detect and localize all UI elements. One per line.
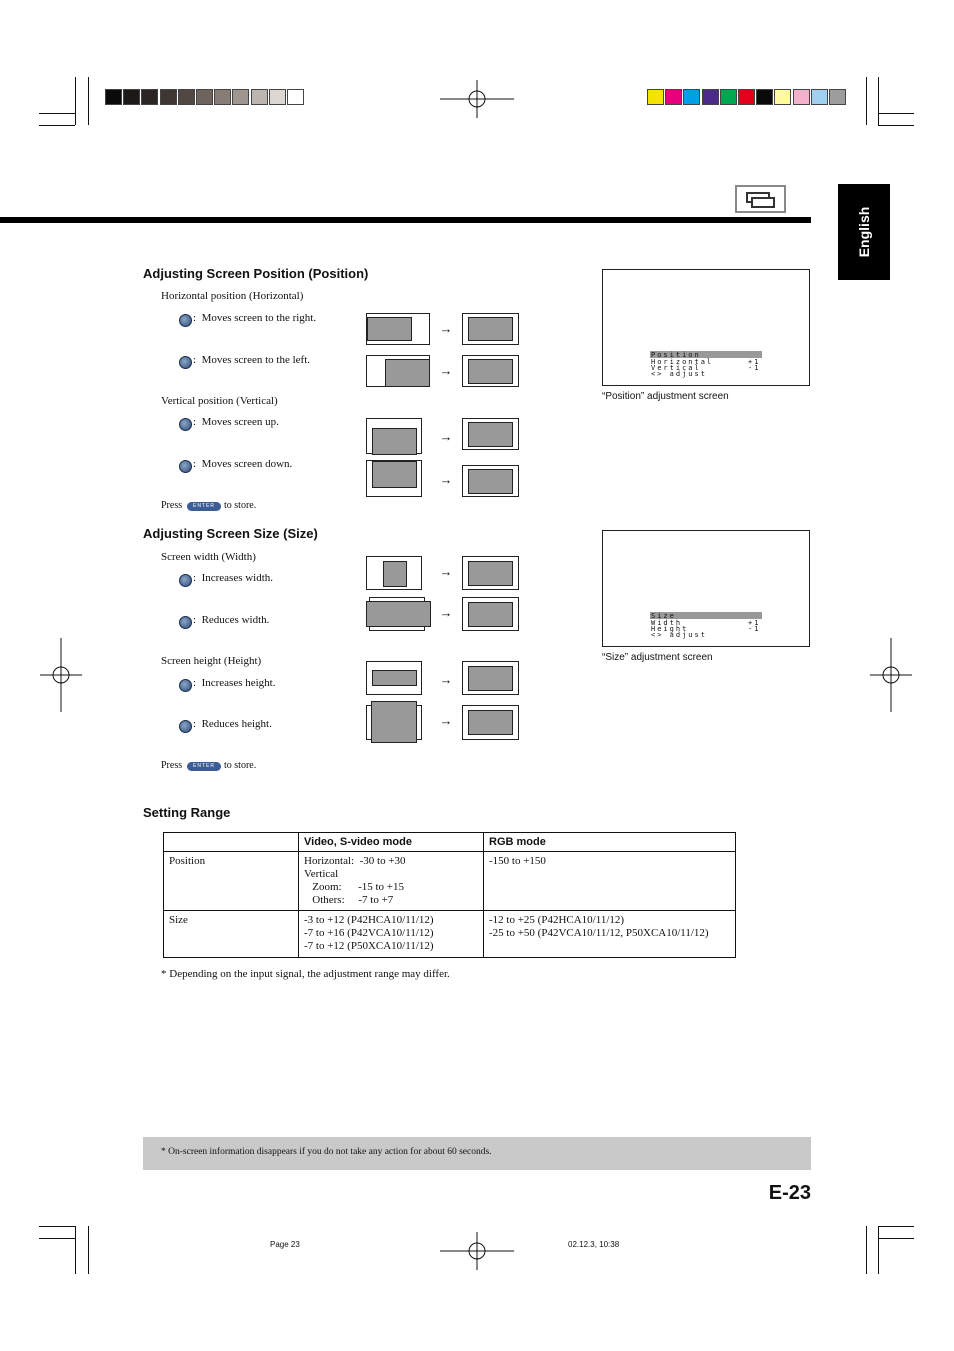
registration-mark-bottom <box>440 1232 514 1270</box>
moves-left-label: Moves screen to the left. <box>201 354 310 366</box>
calibration-swatch <box>232 89 249 105</box>
arrow-right-2: → <box>439 363 453 378</box>
osd-row-value: +1 <box>748 619 761 627</box>
calibration-swatch <box>287 89 304 105</box>
increases-width-text: : Increases width. <box>193 572 274 584</box>
footer-note: * On-screen information disappears if you do not take any action for about 60 seconds. <box>161 1147 492 1157</box>
arrow-right-5: → <box>439 564 453 579</box>
calibration-swatch <box>196 89 213 105</box>
right-button-icon <box>179 314 192 327</box>
calibration-swatch <box>160 89 177 105</box>
arrow-right-8: → <box>439 713 453 728</box>
language-tab <box>838 184 890 280</box>
up-button-icon <box>179 418 192 431</box>
registration-mark-top <box>440 80 514 118</box>
moves-up-text: : Moves screen up. <box>193 416 279 428</box>
table-row <box>164 911 736 958</box>
print-date-label: 02.12.3, 10:38 <box>568 1240 620 1249</box>
page-number: E-23 <box>768 1182 811 1204</box>
osd-row-label: Height <box>651 625 689 633</box>
vertical-label: Vertical position (Vertical) <box>161 395 278 407</box>
moves-left-text: : Moves screen to the left. <box>193 354 310 366</box>
osd-title: Size <box>651 612 676 620</box>
position-osd-caption: “Position” adjustment screen <box>602 391 729 402</box>
language-tab-label: English <box>856 206 872 258</box>
arrow-right-3: → <box>439 429 453 444</box>
position-osd-screen <box>602 269 810 386</box>
press-enter-size <box>161 760 182 771</box>
width-label: Screen width (Width) <box>161 551 256 563</box>
range-line: -3 to +12 (P42HCA10/11/12) <box>304 914 434 926</box>
down-button-icon <box>179 720 192 733</box>
screen-oversize-width <box>366 601 431 627</box>
screen-after-narrow <box>462 597 519 631</box>
range-line: -12 to +25 (P42HCA10/11/12) <box>489 914 625 926</box>
press-enter-position <box>161 500 182 511</box>
increases-height-text: : Increases height. <box>193 677 276 689</box>
screen-after-widen <box>462 556 519 590</box>
moves-right-text: : Moves screen to the right. <box>193 312 317 324</box>
moves-up-label: Moves screen up. <box>201 416 279 428</box>
arrow-right-6: → <box>439 605 453 620</box>
osd-row-value: -1 <box>748 364 761 372</box>
screen-after-shorter <box>462 705 519 740</box>
registration-mark-left <box>40 638 82 712</box>
enter-button-icon: ENTER <box>187 762 221 771</box>
calibration-swatch <box>105 89 122 105</box>
down-button-icon <box>179 460 192 473</box>
screen-after-up <box>462 418 519 450</box>
osd-row-label: Vertical <box>651 364 701 372</box>
range-section-title: Setting Range <box>143 805 231 820</box>
calibration-swatch <box>811 89 828 105</box>
screen-oversize-height <box>371 701 417 743</box>
right-button-icon <box>179 574 192 587</box>
osd-title: Position <box>651 351 701 359</box>
position-section-title: Adjusting Screen Position (Position) <box>143 266 369 281</box>
calibration-swatch <box>774 89 791 105</box>
range-line: -150 to +150 <box>489 855 546 867</box>
screen-after-left <box>462 355 519 387</box>
calibration-swatch <box>793 89 810 105</box>
calibration-swatch <box>123 89 140 105</box>
range-footnote: * Depending on the input signal, the adjustment range may differ. <box>161 968 450 980</box>
arrow-right-7: → <box>439 672 453 687</box>
calibration-swatch <box>683 89 700 105</box>
range-line: Vertical <box>304 868 339 880</box>
screen-before-widen <box>366 556 422 590</box>
left-button-icon <box>179 356 192 369</box>
reduces-width-text: : Reduces width. <box>193 614 270 626</box>
screen-after-taller <box>462 661 519 695</box>
range-line: -7 to +16 (P42VCA10/11/12) <box>304 927 434 939</box>
osd-row-value: +1 <box>748 358 761 366</box>
calibration-swatch <box>214 89 231 105</box>
press-label: Press <box>161 760 183 771</box>
screen-before-down <box>366 460 422 497</box>
horizontal-label: Horizontal position (Horizontal) <box>161 290 304 302</box>
screen-before-right <box>366 313 430 345</box>
to-store-size: to store. <box>224 760 257 771</box>
osd-row-value: -1 <box>748 625 761 633</box>
calibration-swatch <box>269 89 286 105</box>
video-range-cell <box>299 911 484 958</box>
size-section-title: Adjusting Screen Size (Size) <box>143 526 318 541</box>
range-line: Others: -7 to +7 <box>304 894 394 906</box>
moves-down-label: Moves screen down. <box>201 458 293 470</box>
arrow-right-4: → <box>439 472 453 487</box>
range-line: Zoom: -15 to +15 <box>304 881 405 893</box>
increases-height-label: Increases height. <box>201 677 276 689</box>
to-store-position: to store. <box>224 500 257 511</box>
footer-note-band <box>143 1137 811 1170</box>
screen-after-down <box>462 465 519 497</box>
calibration-swatch <box>251 89 268 105</box>
left-button-icon <box>179 616 192 629</box>
enter-button-icon: ENTER <box>187 502 221 511</box>
table-header-cell <box>164 833 299 852</box>
row-label: Size <box>164 911 299 958</box>
table-header-cell: RGB mode <box>484 833 736 852</box>
osd-hint: <> adjust <box>651 631 707 639</box>
calibration-swatch <box>829 89 846 105</box>
reduces-width-label: Reduces width. <box>201 614 270 626</box>
reduces-height-label: Reduces height. <box>201 718 272 730</box>
press-label: Press <box>161 500 183 511</box>
moves-down-text: : Moves screen down. <box>193 458 293 470</box>
calibration-swatch <box>665 89 682 105</box>
registration-mark-right <box>870 638 912 712</box>
screen-before-up <box>366 418 422 454</box>
screen-before-taller <box>366 661 422 695</box>
osd-row-label: Horizontal <box>651 358 714 366</box>
menu-icon <box>735 185 786 213</box>
calibration-swatch <box>738 89 755 105</box>
print-page-label: Page 23 <box>270 1240 300 1249</box>
reduces-height-text: : Reduces height. <box>193 718 272 730</box>
table-header-cell: Video, S-video mode <box>299 833 484 852</box>
calibration-swatch <box>702 89 719 105</box>
screen-after-right <box>462 313 519 345</box>
range-line: -25 to +50 (P42VCA10/11/12, P50XCA10/11/12) <box>489 927 709 939</box>
row-label: Position <box>164 852 299 911</box>
moves-right-label: Moves screen to the right. <box>201 312 317 324</box>
table-header-row <box>164 833 736 852</box>
header-rule <box>0 217 811 223</box>
height-label: Screen height (Height) <box>161 655 262 667</box>
setting-range-table <box>163 832 736 958</box>
calibration-swatch <box>720 89 737 105</box>
increases-width-label: Increases width. <box>201 572 274 584</box>
calibration-swatch <box>647 89 664 105</box>
arrow-right-1: → <box>439 321 453 336</box>
range-line: -7 to +12 (P50XCA10/11/12) <box>304 940 434 952</box>
rgb-range-cell <box>484 911 736 958</box>
screen-before-left <box>366 355 430 387</box>
osd-hint: <> adjust <box>651 370 707 378</box>
calibration-swatch <box>756 89 773 105</box>
osd-row-label: Width <box>651 619 683 627</box>
size-osd-caption: “Size” adjustment screen <box>602 652 713 663</box>
range-line: Horizontal: -30 to +30 <box>304 855 406 867</box>
table-row <box>164 852 736 911</box>
calibration-swatch <box>141 89 158 105</box>
size-osd-screen <box>602 530 810 647</box>
calibration-swatch <box>178 89 195 105</box>
video-range-cell <box>299 852 484 911</box>
rgb-range-cell <box>484 852 736 911</box>
up-button-icon <box>179 679 192 692</box>
